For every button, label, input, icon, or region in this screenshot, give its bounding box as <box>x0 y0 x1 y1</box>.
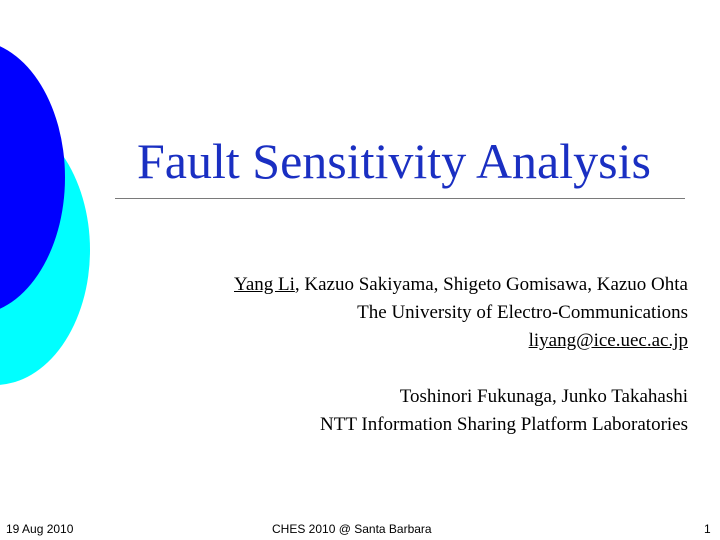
title-divider <box>115 198 685 199</box>
email-link[interactable]: liyang@ice.uec.ac.jp <box>528 330 688 351</box>
affiliation-1: The University of Electro-Communications <box>357 302 688 323</box>
affiliation-2: NTT Information Sharing Platform Laboratories <box>320 414 688 435</box>
footer-date: 19 Aug 2010 <box>6 522 74 536</box>
coauthor-names: , Kazuo Sakiyama, Shigeto Gomisawa, Kazuo Ohta <box>294 274 688 295</box>
footer-event: CHES 2010 @ Santa Barbara <box>272 522 432 536</box>
author-line-2: Toshinori Fukunaga, Junko Takahashi <box>399 386 688 407</box>
email-line <box>234 327 688 355</box>
author-line-1 <box>234 271 688 299</box>
presenter-name: Yang Li <box>234 274 295 295</box>
author-spacer <box>234 355 688 383</box>
slide-title: Fault Sensitivity Analysis <box>137 133 651 189</box>
author-block <box>234 271 688 439</box>
footer-page-number: 1 <box>704 522 711 536</box>
